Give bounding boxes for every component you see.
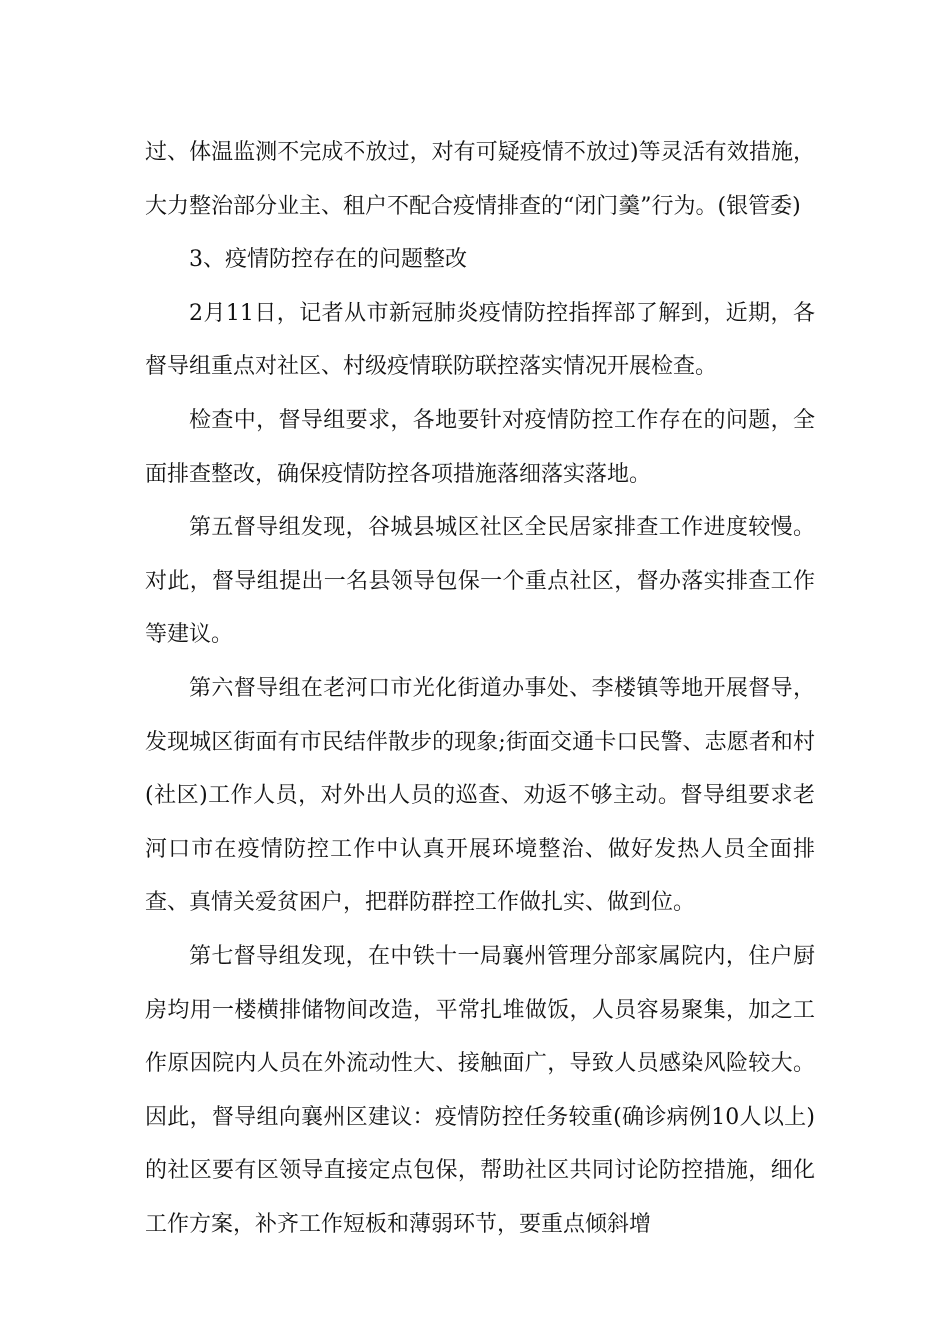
section-heading: 3、疫情防控存在的问题整改 [189,247,467,273]
document-body [145,126,815,1251]
paragraph: 第六督导组在老河口市光化街道办事处、李楼镇等地开展督导，发现城区街面有市民结伴散步的现象;街面交通卡口民警、志愿者和村(社区)工作人员，对外出人员的巡查、劝返不够主动。督导组要求老河口市在疫情防控工作中认真开展环境整治、做好发热人员全面排查、真情关爱贫困户，把群防群控工作做扎实、做到位。 [145,675,815,916]
paragraph: 2月11日，记者从市新冠肺炎疫情防控指挥部了解到，近期，各督导组重点对社区、村级疫情联防联控落实情况开展检查。 [145,300,815,380]
paragraph: 检查中，督导组要求，各地要针对疫情防控工作存在的问题，全面排查整改，确保疫情防控各项措施落细落实落地。 [145,407,815,487]
paragraph: 第七督导组发现，在中铁十一局襄州管理分部家属院内，住户厨房均用一楼横排储物间改造，平常扎堆做饭，人员容易聚集，加之工作原因院内人员在外流动性大、接触面广，导致人员感染风险较大。因此，督导组向襄州区建议：疫情防控任务较重(确诊病例10人以上)的社区要有区领导直接定点包保，帮助社区共同讨论防控措施，细化工作方案，补齐工作短板和薄弱环节，要重点倾斜增 [145,943,815,1237]
paragraph: 第五督导组发现，谷城县城区社区全民居家排查工作进度较慢。对此，督导组提出一名县领导包保一个重点社区，督办落实排查工作等建议。 [145,515,815,648]
paragraph-continued: 过、体温监测不完成不放过，对有可疑疫情不放过)等灵活有效措施，大力整治部分业主、租户不配合疫情排查的“闭门羹”行为。(银管委) [145,140,815,219]
